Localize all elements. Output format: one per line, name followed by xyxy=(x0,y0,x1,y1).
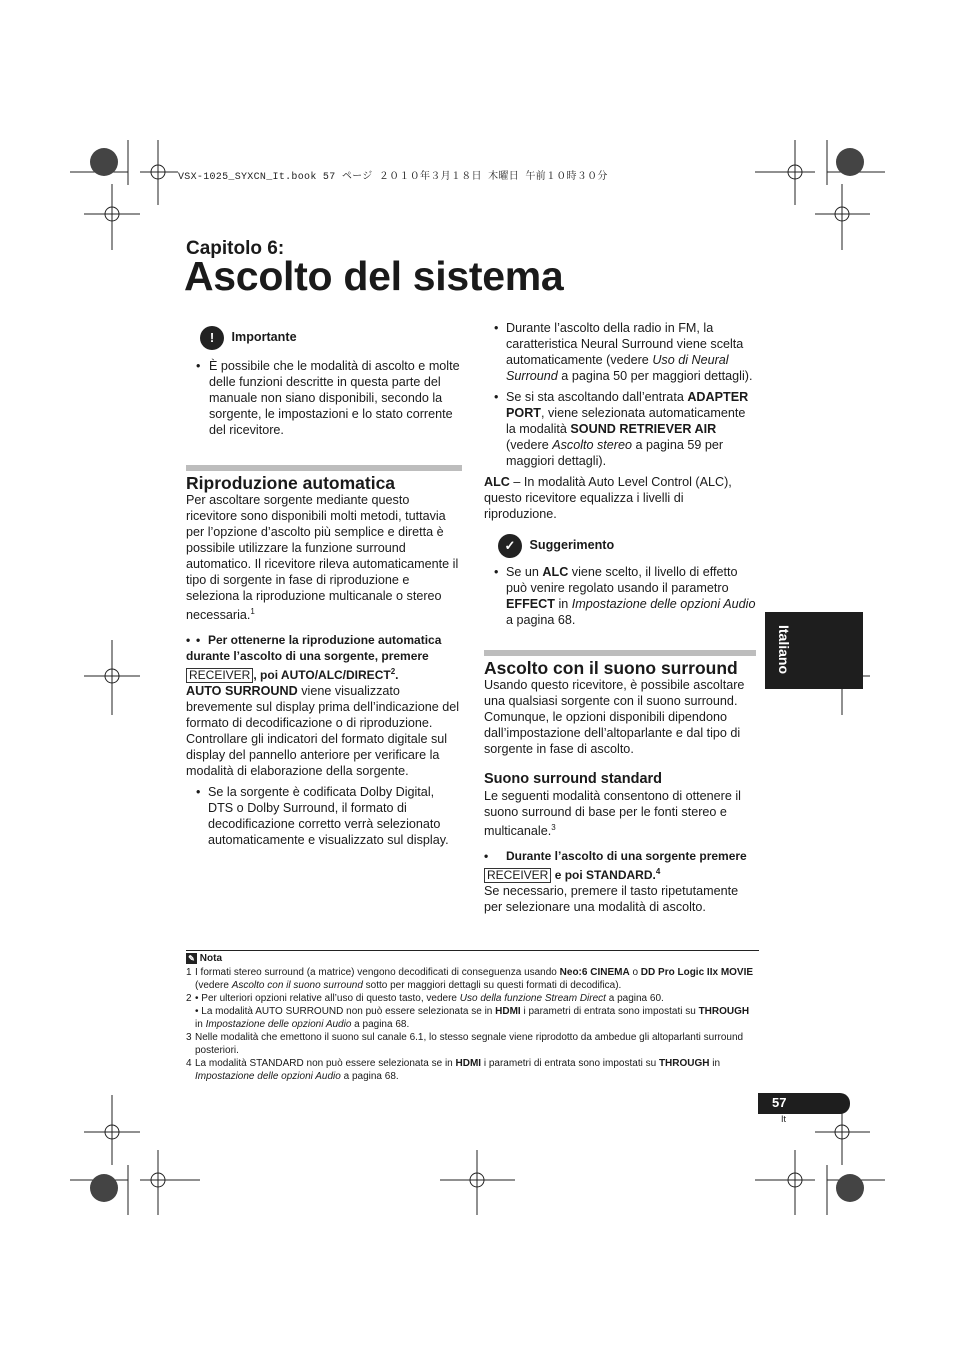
important-icon: ! xyxy=(200,326,224,350)
right-bullet-adapter: • Se si sta ascoltando dall’entrata ADAPTER PORT, viene selezionata automaticamente la modalità SOUND RETRIEVER AIR (vedere Ascolto stereo a pagina 59 per maggiori dettagli). xyxy=(484,389,756,469)
footnote-rule xyxy=(186,950,759,951)
standard-after: Se necessario, premere il tasto ripetutamente per selezionare una modalità di ascolto. xyxy=(484,884,739,915)
page-number-badge: 57 xyxy=(758,1093,850,1114)
footnote-2: 2 • Per ulteriori opzioni relative all’uso di questo tasto, vedere Uso della funzione Stream Direct a pagina 60. xyxy=(186,993,664,1004)
section-heading-surround: Ascolto con il suono surround xyxy=(484,658,738,678)
language-side-tab-label: Italiano xyxy=(776,625,792,675)
right-column xyxy=(484,320,756,915)
footnote-4: 4 La modalità STANDARD non può essere selezionata se in HDMI i parametri di entrata sono impostati su THROUGH in Impostazione delle opzioni Audio a pagina 68. xyxy=(186,1058,721,1082)
note-heading: ✎ Nota xyxy=(186,952,759,965)
left-column xyxy=(186,326,462,848)
important-bullet: • È possibile che le modalità di ascolto e molte delle funzioni descritte in questa parte del manuale non siano disponibili, secondo la sorgente, le impostazioni e lo stato corrente del ricevitore. xyxy=(186,358,462,438)
auto-paragraph: Per ascoltare sorgente mediante questo ricevitore sono disponibili molti metodi, tuttavia per l’opzione d’ascolto più semplice e diretta è possibile utilizzare la funzione surround automatico. Il ricevitore rileva automaticamente il tipo di sorgente in fase di riproduzione e seleziona la riproduzione multicanale o stereo necessaria.$^1$ xyxy=(186,493,459,623)
right-bullet-fm: • Durante l’ascolto della radio in FM, la caratteristica Neural Surround viene scelta automaticamente (vedere Uso di Neural Surround a pagina 50 per maggiori dettagli). xyxy=(484,320,756,384)
receiver-key: RECEIVER xyxy=(186,668,253,683)
tip-icon: ✓ xyxy=(498,534,522,558)
standard-paragraph: Le seguenti modalità consentono di ottenere il suono surround di base per le fonti stereo e multicanale.$^3$ xyxy=(484,789,741,839)
page-title: Ascolto del sistema xyxy=(184,253,564,299)
footnote-3: 3 Nelle modalità che emettono il suono sul canale 6.1, lo stesso segnale viene riprodotto da ambedue gli altoparlanti surround posteriori. xyxy=(186,1032,744,1056)
book-header: VSX-1025_SYXCN_It.book 57 ページ ２０１０年３月１８日 木曜日 午前１０時３０分 xyxy=(178,172,608,183)
auto-bullet: • Se la sorgente è codificata Dolby Digital, DTS o Dolby Surround, il formato di decodificazione corretto verrà selezionato automaticamente e visualizzato sul display. xyxy=(186,784,462,848)
page-language: It xyxy=(781,1114,787,1124)
footnote-1: 1 I formati stereo surround (a matrice) vengono decodificati di conseguenza usando Neo:6 CINEMA o DD Pro Logic IIx MOVIE (vedere Ascolto con il suono surround sotto per maggiori dettagli su questi formati di decodifica). xyxy=(186,967,754,991)
section-heading-auto: Riproduzione automatica xyxy=(186,473,396,493)
tip-bullet: • Se un ALC viene scelto, il livello di effetto può venire regolato usando il parametro EFFECT in Impostazione delle opzioni Audio a pagina 68. xyxy=(484,564,756,628)
important-heading: Importante xyxy=(231,330,297,345)
tip-heading: Suggerimento xyxy=(529,538,615,553)
standard-instruction: • Durante l’ascolto di una sorgente premere RECEIVER e poi STANDARD.$^4$ xyxy=(484,849,747,883)
receiver-key: RECEIVER xyxy=(484,868,551,883)
alc-paragraph: ALC – In modalità Auto Level Control (ALC), questo ricevitore equalizza i livelli di riproduzione. xyxy=(484,475,732,521)
section-rule xyxy=(484,650,756,656)
note-icon: ✎ xyxy=(186,953,197,964)
surround-paragraph: Usando questo ricevitore, è possibile ascoltare una qualsiasi sorgente con il suono surround. Comunque, le opzioni disponibili dipendono dall’impostazione dell’altoparlante e dal tipo di sorgente in fase di ascolto. xyxy=(484,678,745,756)
section-rule xyxy=(186,465,462,471)
dolby-logo-icon: DD xyxy=(640,967,656,978)
chapter-label: Capitolo 6: xyxy=(186,238,285,259)
auto-instruction: • • Per ottenerne la riproduzione automatica durante l’ascolto di una sorgente, premere RECEIVER , poi AUTO/ALC/DIRECT$^2$. xyxy=(186,632,462,683)
auto-surround-text: AUTO SURROUND viene visualizzato brevemente sul display prima dell’indicazione del formato di decodificazione o di riproduzione. Controllare gli indicatori del formato digitale sul display del pannello anteriore per verificare la modalità di elaborazione della sorgente. xyxy=(186,684,460,779)
subheading-standard: Suono surround standard xyxy=(484,771,663,787)
footnote-2b: • La modalità AUTO SURROUND non può essere selezionata se in HDMI i parametri di entrata sono impostati su THROUGH in Impostazione delle opzioni Audio a pagina 68. xyxy=(195,1006,750,1030)
footnotes xyxy=(186,952,759,1083)
